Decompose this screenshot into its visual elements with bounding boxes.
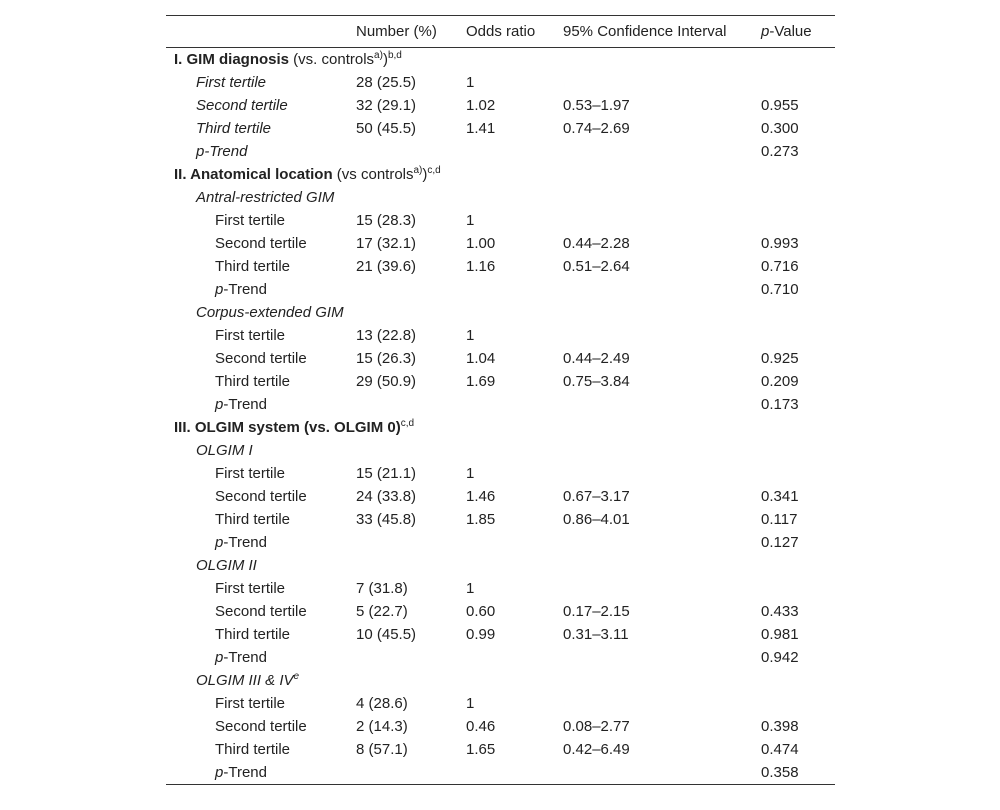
header-p-value: p-Value — [761, 23, 812, 40]
cell-number: 10 (45.5) — [356, 626, 417, 643]
section-title-row — [166, 416, 835, 439]
cell-ci: 0.53–1.97 — [563, 97, 630, 114]
table-row — [166, 738, 835, 761]
table-row — [166, 370, 835, 393]
table-row — [166, 255, 835, 278]
cell-p-value: 0.300 — [761, 120, 799, 137]
row-label-trend: p-Trend — [215, 764, 267, 781]
row-label: First tertile — [215, 465, 286, 482]
cell-number: 50 (45.5) — [356, 120, 417, 137]
row-label: p-Trend — [196, 143, 248, 160]
row-label: Second tertile — [215, 603, 307, 620]
cell-number: 7 (31.8) — [356, 580, 408, 597]
cell-odds-ratio: 1.46 — [466, 488, 496, 505]
table-row — [166, 600, 835, 623]
cell-p-value: 0.474 — [761, 741, 799, 758]
cell-odds-ratio: 1.16 — [466, 258, 496, 275]
cell-p-value: 0.925 — [761, 350, 799, 367]
table-row — [166, 278, 835, 301]
table-row — [166, 347, 835, 370]
section-title: III. OLGIM system (vs. OLGIM 0)$^{c,d}$ — [174, 418, 415, 436]
cell-odds-ratio: 0.60 — [466, 603, 496, 620]
cell-p-value: 0.209 — [761, 373, 799, 390]
table-row — [166, 209, 835, 232]
cell-ci: 0.44–2.28 — [563, 235, 630, 252]
table-row — [166, 761, 835, 784]
cell-odds-ratio: 1.02 — [466, 97, 496, 114]
cell-number: 17 (32.1) — [356, 235, 417, 252]
row-label-trend: p-Trend — [215, 281, 267, 298]
cell-odds-ratio: 1 — [466, 695, 475, 712]
table-row — [166, 324, 835, 347]
table-row — [166, 485, 835, 508]
row-label: Second tertile — [215, 350, 307, 367]
table-row — [166, 393, 835, 416]
bottom-rule — [166, 784, 835, 785]
table-row — [166, 232, 835, 255]
cell-ci: 0.44–2.49 — [563, 350, 630, 367]
group-title: OLGIM II — [196, 557, 257, 574]
row-label: Second tertile — [196, 97, 288, 114]
row-label: Second tertile — [215, 718, 307, 735]
cell-number: 8 (57.1) — [356, 741, 408, 758]
table-row — [166, 462, 835, 485]
header-number: Number (%) — [356, 23, 437, 40]
cell-p-value: 0.273 — [761, 143, 799, 160]
header-ci: 95% Confidence Interval — [563, 23, 727, 40]
table-row — [166, 94, 835, 117]
table-row — [166, 577, 835, 600]
cell-ci: 0.31–3.11 — [563, 626, 629, 643]
cell-number: 15 (21.1) — [356, 465, 417, 482]
cell-p-value: 0.433 — [761, 603, 799, 620]
table-row — [166, 715, 835, 738]
row-label: First tertile — [215, 695, 286, 712]
cell-number: 21 (39.6) — [356, 258, 417, 275]
cell-ci: 0.51–2.64 — [563, 258, 630, 275]
group-title: Antral-restricted GIM — [196, 189, 335, 206]
cell-p-value: 0.127 — [761, 534, 799, 551]
group-title: OLGIM III & IVe — [196, 671, 300, 689]
group-title-row — [166, 301, 835, 324]
row-label-trend: p-Trend — [215, 534, 267, 551]
results-table — [166, 15, 835, 785]
cell-odds-ratio: 0.99 — [466, 626, 496, 643]
cell-ci: 0.17–2.15 — [563, 603, 630, 620]
cell-ci: 0.75–3.84 — [563, 373, 630, 390]
table-row — [166, 623, 835, 646]
cell-number: 4 (28.6) — [356, 695, 408, 712]
cell-number: 5 (22.7) — [356, 603, 408, 620]
section-title-row — [166, 48, 835, 71]
header-row — [166, 16, 835, 47]
cell-number: 15 (26.3) — [356, 350, 417, 367]
row-label: Second tertile — [215, 235, 307, 252]
cell-odds-ratio: 1.65 — [466, 741, 496, 758]
row-label: First tertile — [215, 212, 286, 229]
group-title-row — [166, 439, 835, 462]
group-title-row — [166, 554, 835, 577]
cell-odds-ratio: 1 — [466, 212, 475, 229]
group-title-row — [166, 669, 835, 692]
cell-ci: 0.08–2.77 — [563, 718, 630, 735]
section-title-row — [166, 163, 835, 186]
cell-number: 29 (50.9) — [356, 373, 417, 390]
cell-odds-ratio: 0.46 — [466, 718, 496, 735]
row-label: Third tertile — [196, 120, 272, 137]
cell-odds-ratio: 1 — [466, 580, 475, 597]
cell-ci: 0.74–2.69 — [563, 120, 630, 137]
cell-number: 2 (14.3) — [356, 718, 408, 735]
row-label-trend: p-Trend — [215, 649, 267, 666]
row-label: Third tertile — [215, 741, 291, 758]
group-title-row — [166, 186, 835, 209]
cell-p-value: 0.173 — [761, 396, 799, 413]
cell-p-value: 0.358 — [761, 764, 799, 781]
row-label: Third tertile — [215, 511, 291, 528]
table-row — [166, 508, 835, 531]
cell-odds-ratio: 1.41 — [466, 120, 496, 137]
table-row — [166, 692, 835, 715]
cell-number: 15 (28.3) — [356, 212, 417, 229]
cell-odds-ratio: 1 — [466, 327, 475, 344]
cell-p-value: 0.716 — [761, 258, 799, 275]
table-row — [166, 646, 835, 669]
row-label: First tertile — [215, 327, 286, 344]
cell-number: 13 (22.8) — [356, 327, 417, 344]
cell-odds-ratio: 1 — [466, 465, 475, 482]
row-label: Second tertile — [215, 488, 307, 505]
cell-number: 24 (33.8) — [356, 488, 417, 505]
table-row — [166, 531, 835, 554]
section-title: I. GIM diagnosis (vs. controls$^{a)}$)$^{b,d}$ — [174, 50, 402, 68]
cell-odds-ratio: 1.69 — [466, 373, 496, 390]
row-label: Third tertile — [215, 258, 291, 275]
row-label: First tertile — [215, 580, 286, 597]
cell-p-value: 0.117 — [761, 511, 798, 528]
cell-number: 33 (45.8) — [356, 511, 417, 528]
cell-ci: 0.86–4.01 — [563, 511, 630, 528]
cell-ci: 0.67–3.17 — [563, 488, 630, 505]
group-title: Corpus-extended GIM — [196, 304, 344, 321]
row-label: First tertile — [196, 74, 267, 91]
cell-odds-ratio: 1.85 — [466, 511, 496, 528]
section-title: II. Anatomical location (vs controls$^{a)}$)$^{c,d}$ — [174, 165, 441, 183]
cell-odds-ratio: 1.00 — [466, 235, 496, 252]
cell-number: 32 (29.1) — [356, 97, 417, 114]
table-row — [166, 71, 835, 94]
cell-p-value: 0.398 — [761, 718, 799, 735]
cell-odds-ratio: 1.04 — [466, 350, 496, 367]
cell-odds-ratio: 1 — [466, 74, 475, 91]
row-label-trend: p-Trend — [215, 396, 267, 413]
cell-p-value: 0.942 — [761, 649, 799, 666]
cell-p-value: 0.955 — [761, 97, 799, 114]
cell-ci: 0.42–6.49 — [563, 741, 630, 758]
cell-number: 28 (25.5) — [356, 74, 417, 91]
row-label: Third tertile — [215, 373, 291, 390]
cell-p-value: 0.993 — [761, 235, 799, 252]
group-title: OLGIM I — [196, 442, 253, 459]
header-odds-ratio: Odds ratio — [466, 23, 536, 40]
table-row — [166, 140, 835, 163]
cell-p-value: 0.341 — [761, 488, 799, 505]
row-label: Third tertile — [215, 626, 291, 643]
cell-p-value: 0.981 — [761, 626, 799, 643]
cell-p-value: 0.710 — [761, 281, 799, 298]
table-row — [166, 117, 835, 140]
